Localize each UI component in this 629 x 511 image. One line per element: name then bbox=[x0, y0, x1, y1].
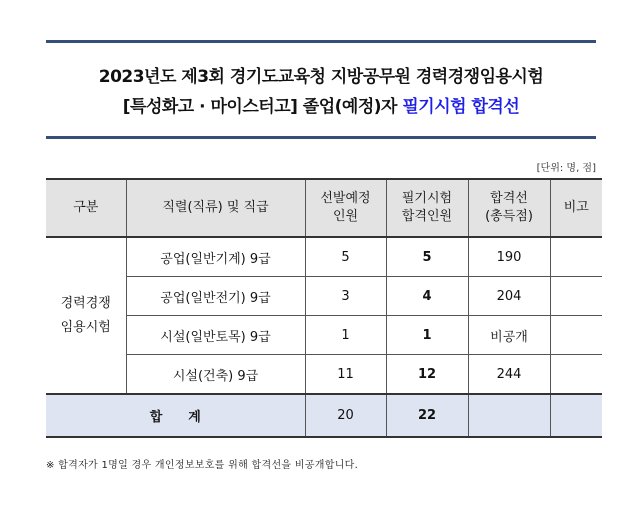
position-cell: 시설(일반토목) 9급 bbox=[126, 316, 305, 355]
table-row bbox=[46, 316, 602, 355]
header-cutoff bbox=[468, 179, 550, 237]
top-divider bbox=[46, 40, 596, 43]
category-cell bbox=[46, 237, 126, 394]
header-category: 구분 bbox=[46, 179, 126, 237]
header-planned-line1: 선발예정 bbox=[320, 191, 371, 206]
table-header-row bbox=[46, 179, 602, 237]
total-cutoff bbox=[468, 394, 550, 437]
results-table bbox=[46, 178, 602, 438]
table-row bbox=[46, 277, 602, 316]
planned-cell: 1 bbox=[305, 316, 386, 355]
cutoff-cell: 비공개 bbox=[468, 316, 550, 355]
header-passed bbox=[386, 179, 468, 237]
title-main-text: [특성화고 · 마이스터고] 졸업(예정)자 bbox=[122, 97, 403, 117]
planned-cell: 11 bbox=[305, 355, 386, 395]
table-row bbox=[46, 355, 602, 395]
remarks-cell bbox=[550, 316, 602, 355]
header-cutoff-line1: 합격선 bbox=[490, 191, 528, 206]
footnote: ※ 합격자가 1명일 경우 개인정보보호를 위해 합격선을 비공개합니다. bbox=[46, 460, 359, 471]
position-cell: 공업(일반전기) 9급 bbox=[126, 277, 305, 316]
total-passed: 22 bbox=[386, 394, 468, 437]
title-accent-text: 필기시험 합격선 bbox=[402, 97, 520, 117]
bottom-divider bbox=[46, 136, 596, 139]
total-row bbox=[46, 394, 602, 437]
remarks-cell bbox=[550, 237, 602, 277]
unit-label: [단위: 명, 점] bbox=[536, 163, 596, 174]
header-planned-line2: 인원 bbox=[332, 209, 359, 224]
category-line1: 경력경쟁 bbox=[60, 295, 111, 311]
position-cell: 공업(일반기계) 9급 bbox=[126, 237, 305, 277]
category-line2: 임용시험 bbox=[60, 319, 111, 335]
header-passed-line1: 필기시험 bbox=[401, 191, 453, 206]
total-label: 합계 bbox=[46, 394, 305, 437]
passed-cell: 5 bbox=[386, 237, 468, 277]
header-cutoff-line2: (총득점) bbox=[485, 209, 533, 224]
remarks-cell bbox=[550, 355, 602, 395]
passed-cell: 1 bbox=[386, 316, 468, 355]
passed-cell: 12 bbox=[386, 355, 468, 395]
header-planned bbox=[305, 179, 386, 237]
page-title-line1: 2023년도 제3회 경기도교육청 지방공무원 경력경쟁임용시험 bbox=[98, 67, 544, 87]
cutoff-cell: 204 bbox=[468, 277, 550, 316]
cutoff-cell: 190 bbox=[468, 237, 550, 277]
total-remarks bbox=[550, 394, 602, 437]
header-position: 직렬(직류) 및 직급 bbox=[126, 179, 305, 237]
planned-cell: 3 bbox=[305, 277, 386, 316]
total-planned: 20 bbox=[305, 394, 386, 437]
passed-cell: 4 bbox=[386, 277, 468, 316]
table-row bbox=[46, 237, 602, 277]
header-remarks: 비고 bbox=[550, 179, 602, 237]
position-cell: 시설(건축) 9급 bbox=[126, 355, 305, 395]
planned-cell: 5 bbox=[305, 237, 386, 277]
header-passed-line2: 합격인원 bbox=[401, 209, 453, 224]
cutoff-cell: 244 bbox=[468, 355, 550, 395]
remarks-cell bbox=[550, 277, 602, 316]
page-title-line2 bbox=[46, 92, 596, 117]
